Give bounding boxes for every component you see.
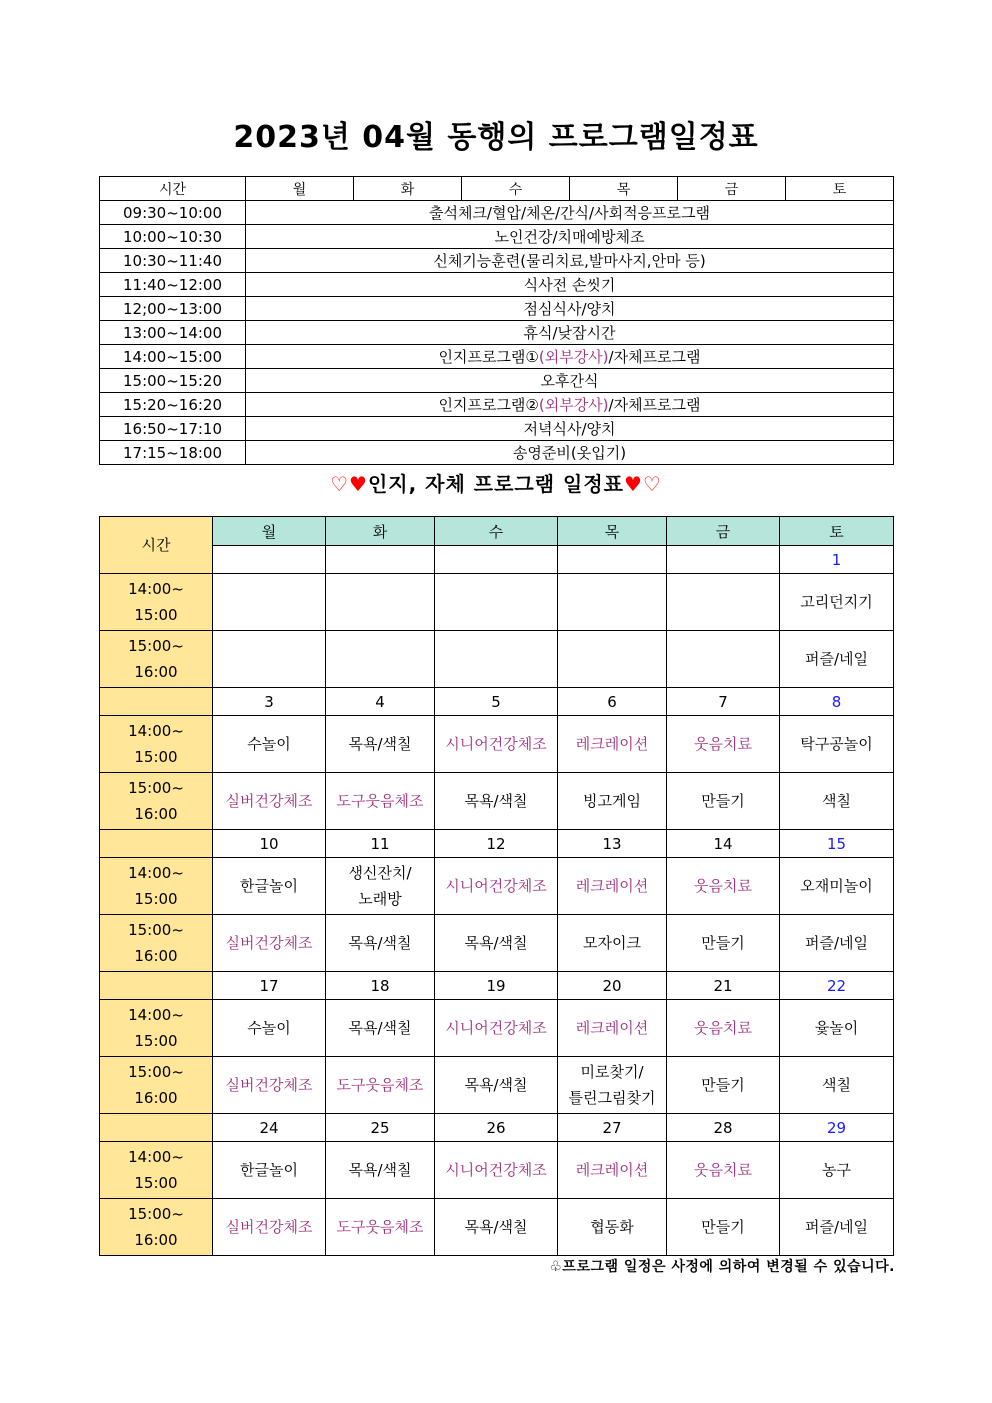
- activity-cell: [780, 1057, 894, 1114]
- header-sat: 토: [786, 177, 894, 201]
- activity-cell: 식사전 손씻기: [246, 273, 894, 297]
- activity-text: 실버건강체조: [225, 934, 313, 952]
- date-cell: 25: [326, 1114, 435, 1142]
- time-start: 14:00~: [128, 580, 184, 598]
- date-row: [100, 688, 894, 716]
- activity-cell: [780, 858, 894, 915]
- activity-cell: [435, 773, 558, 830]
- activity-text: 레크레이션: [575, 1019, 649, 1037]
- activity-text: 고리던지기: [800, 593, 873, 611]
- date-cell: 26: [435, 1114, 558, 1142]
- table-row: [100, 393, 894, 417]
- activity-cell: [667, 1057, 780, 1114]
- activity-text: 한글놀이: [240, 877, 298, 895]
- activity-text: 수놀이: [247, 735, 291, 753]
- time-cell: 10:00~10:30: [100, 225, 246, 249]
- activity-cell: [667, 574, 780, 631]
- date-cell: 14: [667, 830, 780, 858]
- activity-text: 실버건강체조: [225, 792, 313, 810]
- activity-cell: [780, 1000, 894, 1057]
- table-row: [100, 441, 894, 465]
- activity-cell: [326, 716, 435, 773]
- header-time: 시간: [100, 517, 213, 574]
- activity-cell: 출석체크/혈압/체온/간식/사회적응프로그램: [246, 201, 894, 225]
- header-fri: 금: [678, 177, 786, 201]
- activity-cell: [326, 631, 435, 688]
- header-wed: 수: [462, 177, 570, 201]
- activity-cell: [558, 574, 667, 631]
- activity-text: 만들기: [701, 792, 745, 810]
- time-cell: 12;00~13:00: [100, 297, 246, 321]
- header-thu: 목: [570, 177, 678, 201]
- time-slot-cell: [100, 716, 213, 773]
- activity-cell: 오후간식: [246, 369, 894, 393]
- external-instructor-label: (외부강사): [538, 347, 609, 366]
- activity-row: [100, 1000, 894, 1057]
- activity-cell: [213, 1142, 326, 1199]
- activity-cell: [246, 345, 894, 369]
- date-cell: 19: [435, 972, 558, 1000]
- time-start: 14:00~: [128, 1006, 184, 1024]
- section-subtitle: [0, 468, 992, 497]
- time-cell-empty: [100, 1114, 213, 1142]
- activity-text: 목욕/색칠: [464, 1076, 528, 1094]
- activity-text: 오재미놀이: [800, 877, 873, 895]
- date-cell: 18: [326, 972, 435, 1000]
- activity-cell: [435, 574, 558, 631]
- date-row: [100, 1114, 894, 1142]
- activity-text: 목욕/색칠: [464, 792, 528, 810]
- time-start: 14:00~: [128, 864, 184, 882]
- date-cell: 24: [213, 1114, 326, 1142]
- activity-text: 시니어건강체조: [445, 1019, 547, 1037]
- activity-text: 레크레이션: [575, 1161, 649, 1179]
- time-slot-cell: [100, 858, 213, 915]
- footnote: ♧프로그램 일정은 사정에 의하여 변경될 수 있습니다.: [549, 1259, 895, 1275]
- date-cell: 4: [326, 688, 435, 716]
- date-cell: 5: [435, 688, 558, 716]
- activity-cell: [213, 858, 326, 915]
- activity-text: 만들기: [701, 1076, 745, 1094]
- time-end: 15:00: [134, 748, 178, 766]
- activity-text: 목욕/색칠: [348, 735, 412, 753]
- time-end: 15:00: [134, 890, 178, 908]
- table-row: [100, 297, 894, 321]
- activity-cell: 노인건강/치매예방체조: [246, 225, 894, 249]
- activity-cell: [326, 773, 435, 830]
- activity-text: 수놀이: [247, 1019, 291, 1037]
- activity-text: 도구웃음체조: [336, 1076, 424, 1094]
- activity-text: 미로찾기/: [580, 1063, 644, 1081]
- activity-cell: [213, 631, 326, 688]
- activity-text: 목욕/색칠: [464, 1218, 528, 1236]
- activity-cell: 점심식사/양치: [246, 297, 894, 321]
- time-cell-empty: [100, 830, 213, 858]
- activity-text: 만들기: [701, 1218, 745, 1236]
- table-row: [100, 345, 894, 369]
- activity-text: 목욕/색칠: [464, 934, 528, 952]
- time-end: 15:00: [134, 1174, 178, 1192]
- activity-row: [100, 773, 894, 830]
- activity-text: 색칠: [822, 1076, 851, 1094]
- activity-cell: [435, 915, 558, 972]
- activity-cell: [326, 1142, 435, 1199]
- activity-cell: [435, 631, 558, 688]
- activity-cell: [213, 1057, 326, 1114]
- activity-text: 레크레이션: [575, 735, 649, 753]
- activity-row: [100, 858, 894, 915]
- time-slot-cell: [100, 1057, 213, 1114]
- time-end: 15:00: [134, 606, 178, 624]
- activity-cell: [558, 631, 667, 688]
- activity-cell: 송영준비(옷입기): [246, 441, 894, 465]
- date-cell: 21: [667, 972, 780, 1000]
- activity-text: 틀린그림찾기: [568, 1089, 656, 1107]
- time-end: 16:00: [134, 805, 178, 823]
- time-start: 14:00~: [128, 1148, 184, 1166]
- date-cell: 17: [213, 972, 326, 1000]
- activity-cell: [667, 631, 780, 688]
- date-cell: [667, 546, 780, 574]
- activity-text: 만들기: [701, 934, 745, 952]
- date-cell: 6: [558, 688, 667, 716]
- activity-row: [100, 716, 894, 773]
- activity-cell: [213, 915, 326, 972]
- subtitle-text: 인지, 자체 프로그램 일정표: [367, 472, 624, 496]
- activity-cell: [780, 631, 894, 688]
- date-cell: 28: [667, 1114, 780, 1142]
- time-cell-empty: [100, 972, 213, 1000]
- activity-row: [100, 574, 894, 631]
- activity-cell: [780, 773, 894, 830]
- daily-header-row: [100, 177, 894, 201]
- activity-text: 협동화: [590, 1218, 634, 1236]
- header-tue: 화: [326, 517, 435, 546]
- time-slot-cell: [100, 631, 213, 688]
- activity-text: 퍼즐/네일: [804, 1218, 868, 1236]
- activity-text: 실버건강체조: [225, 1076, 313, 1094]
- activity-text: 탁구공놀이: [800, 735, 873, 753]
- activity-cell: [435, 1199, 558, 1256]
- activity-row: [100, 1142, 894, 1199]
- header-fri: 금: [667, 517, 780, 546]
- time-slot-cell: [100, 574, 213, 631]
- activity-text: 한글놀이: [240, 1161, 298, 1179]
- date-cell: 1: [780, 546, 894, 574]
- activity-cell: [435, 1057, 558, 1114]
- activity-text: 레크레이션: [575, 877, 649, 895]
- activity-cell: [558, 773, 667, 830]
- activity-cell: [326, 1199, 435, 1256]
- date-cell: 20: [558, 972, 667, 1000]
- time-start: 15:00~: [128, 637, 184, 655]
- activity-cell: [213, 773, 326, 830]
- activity-cell: [780, 915, 894, 972]
- header-mon: 월: [246, 177, 354, 201]
- time-start: 15:00~: [128, 1205, 184, 1223]
- activity-cell: [213, 1000, 326, 1057]
- time-cell: 15:00~15:20: [100, 369, 246, 393]
- activity-cell: [558, 858, 667, 915]
- activity-cell: [558, 1142, 667, 1199]
- date-cell: [213, 546, 326, 574]
- time-slot-cell: [100, 1199, 213, 1256]
- activity-text: 웃음치료: [694, 877, 752, 895]
- date-cell: 15: [780, 830, 894, 858]
- date-row: [100, 972, 894, 1000]
- activity-text: 생신잔치/: [348, 864, 412, 882]
- activity-cell: [667, 1199, 780, 1256]
- activity-text: 목욕/색칠: [348, 1019, 412, 1037]
- time-cell: 09:30~10:00: [100, 201, 246, 225]
- table-row: [100, 321, 894, 345]
- heart-icon: ♡♥: [330, 472, 368, 496]
- activity-text: 노래방: [358, 890, 402, 908]
- activity-cell: [667, 1142, 780, 1199]
- activity-text: 시니어건강체조: [445, 877, 547, 895]
- header-thu: 목: [558, 517, 667, 546]
- activity-cell: [667, 1000, 780, 1057]
- date-cell: 3: [213, 688, 326, 716]
- activity-text: 퍼즐/네일: [804, 934, 868, 952]
- activity-cell: [213, 574, 326, 631]
- activity-cell: [435, 716, 558, 773]
- date-cell: 13: [558, 830, 667, 858]
- date-row: [100, 830, 894, 858]
- activity-cell: [780, 1142, 894, 1199]
- activity-text: 목욕/색칠: [348, 1161, 412, 1179]
- time-end: 16:00: [134, 1089, 178, 1107]
- activity-cell: [326, 1000, 435, 1057]
- page-title: 2023년 04월 동행의 프로그램일정표: [233, 120, 759, 155]
- date-cell: [435, 546, 558, 574]
- activity-cell: [558, 1000, 667, 1057]
- activity-cell: [780, 716, 894, 773]
- activity-cell: [667, 858, 780, 915]
- activity-row: [100, 1057, 894, 1114]
- date-cell: 27: [558, 1114, 667, 1142]
- time-end: 16:00: [134, 663, 178, 681]
- activity-cell: [326, 574, 435, 631]
- table-row: [100, 201, 894, 225]
- activity-text: 도구웃음체조: [336, 792, 424, 810]
- time-start: 15:00~: [128, 921, 184, 939]
- activity-text: 웃음치료: [694, 735, 752, 753]
- activity-cell: [435, 1000, 558, 1057]
- activity-text: 윷놀이: [814, 1019, 859, 1037]
- time-end: 16:00: [134, 947, 178, 965]
- activity-cell: [667, 773, 780, 830]
- header-sat: 토: [780, 517, 894, 546]
- table-row: [100, 417, 894, 441]
- time-cell: 15:20~16:20: [100, 393, 246, 417]
- header-mon: 월: [213, 517, 326, 546]
- activity-cell: [246, 393, 894, 417]
- table-row: [100, 369, 894, 393]
- activity-cell: [435, 858, 558, 915]
- table-row: [100, 249, 894, 273]
- activity-text: 시니어건강체조: [445, 735, 547, 753]
- time-cell: 17:15~18:00: [100, 441, 246, 465]
- activity-cell: [326, 858, 435, 915]
- time-start: 15:00~: [128, 1063, 184, 1081]
- activity-text: 시니어건강체조: [445, 1161, 547, 1179]
- activity-text: 색칠: [822, 792, 851, 810]
- time-end: 15:00: [134, 1032, 178, 1050]
- time-slot-cell: [100, 915, 213, 972]
- date-cell: 22: [780, 972, 894, 1000]
- activity-text: 실버건강체조: [225, 1218, 313, 1236]
- header-time: 시간: [100, 177, 246, 201]
- activity-row: [100, 631, 894, 688]
- time-start: 15:00~: [128, 779, 184, 797]
- date-cell: 7: [667, 688, 780, 716]
- activity-cell: [667, 716, 780, 773]
- activity-cell: [326, 915, 435, 972]
- activity-cell: [558, 716, 667, 773]
- activity-cell: 신체기능훈련(물리치료,발마사지,안마 등): [246, 249, 894, 273]
- time-end: 16:00: [134, 1231, 178, 1249]
- time-cell: 13:00~14:00: [100, 321, 246, 345]
- table-row: [100, 225, 894, 249]
- activity-cell: [213, 1199, 326, 1256]
- activity-text: 퍼즐/네일: [804, 650, 868, 668]
- external-instructor-label: (외부강사): [538, 395, 609, 414]
- date-row: [100, 546, 894, 574]
- time-cell: 11:40~12:00: [100, 273, 246, 297]
- heart-icon: ♥♡: [624, 472, 662, 496]
- activity-cell: [667, 915, 780, 972]
- activity-cell: 휴식/낮잠시간: [246, 321, 894, 345]
- date-cell: 12: [435, 830, 558, 858]
- activity-row: [100, 1199, 894, 1256]
- date-cell: 29: [780, 1114, 894, 1142]
- activity-text: 빙고게임: [583, 792, 641, 810]
- date-cell: 10: [213, 830, 326, 858]
- time-cell: 14:00~15:00: [100, 345, 246, 369]
- weekly-program-table: [99, 516, 894, 1256]
- activity-text: /자체프로그램: [608, 395, 701, 414]
- daily-schedule-table: [99, 176, 894, 465]
- weekly-header-row: [100, 517, 894, 546]
- activity-cell: [780, 574, 894, 631]
- activity-text: 농구: [822, 1161, 851, 1179]
- activity-text: 웃음치료: [694, 1019, 752, 1037]
- activity-cell: [558, 1199, 667, 1256]
- activity-text: 모자이크: [583, 934, 641, 952]
- activity-cell: [326, 1057, 435, 1114]
- activity-text: 목욕/색칠: [348, 934, 412, 952]
- date-cell: [558, 546, 667, 574]
- activity-text: 웃음치료: [694, 1161, 752, 1179]
- time-cell: 10:30~11:40: [100, 249, 246, 273]
- date-cell: [326, 546, 435, 574]
- table-row: [100, 273, 894, 297]
- activity-cell: [435, 1142, 558, 1199]
- time-cell-empty: [100, 688, 213, 716]
- activity-cell: [558, 915, 667, 972]
- date-cell: 8: [780, 688, 894, 716]
- header-wed: 수: [435, 517, 558, 546]
- activity-text: 인지프로그램②: [438, 395, 539, 414]
- activity-cell: [213, 716, 326, 773]
- activity-text: 인지프로그램①: [438, 347, 539, 366]
- date-cell: 11: [326, 830, 435, 858]
- time-slot-cell: [100, 773, 213, 830]
- time-slot-cell: [100, 1000, 213, 1057]
- activity-cell: [558, 1057, 667, 1114]
- activity-text: 도구웃음체조: [336, 1218, 424, 1236]
- header-tue: 화: [354, 177, 462, 201]
- time-start: 14:00~: [128, 722, 184, 740]
- time-cell: 16:50~17:10: [100, 417, 246, 441]
- activity-text: /자체프로그램: [608, 347, 701, 366]
- activity-row: [100, 915, 894, 972]
- time-slot-cell: [100, 1142, 213, 1199]
- activity-cell: 저녁식사/양치: [246, 417, 894, 441]
- activity-cell: [780, 1199, 894, 1256]
